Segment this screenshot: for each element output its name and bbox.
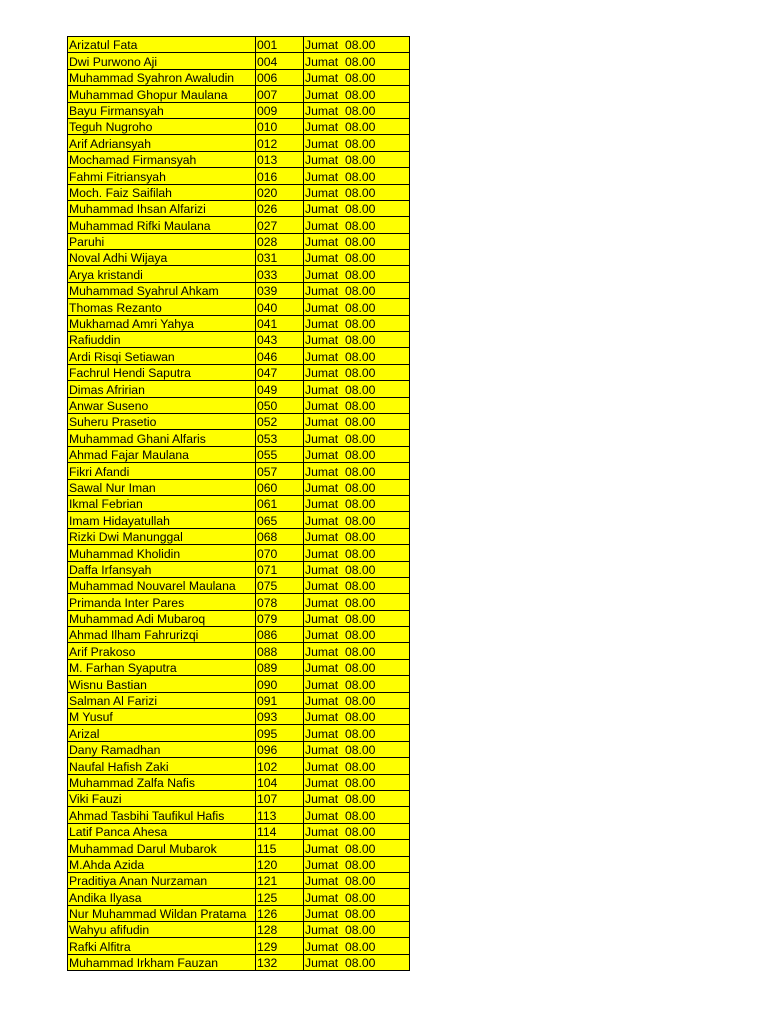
number-cell: 113 bbox=[256, 807, 304, 823]
number-cell: 104 bbox=[256, 774, 304, 790]
number-cell: 120 bbox=[256, 856, 304, 872]
number-cell: 125 bbox=[256, 889, 304, 905]
number-cell: 093 bbox=[256, 709, 304, 725]
name-cell: Praditiya Anan Nurzaman bbox=[68, 872, 256, 888]
schedule-cell: Jumat 08.00 bbox=[304, 413, 410, 429]
table-row bbox=[68, 184, 410, 200]
name-cell: Muhammad Ghani Alfaris bbox=[68, 430, 256, 446]
table-row bbox=[68, 545, 410, 561]
table-row bbox=[68, 413, 410, 429]
number-cell: 114 bbox=[256, 823, 304, 839]
name-cell: Ardi Risqi Setiawan bbox=[68, 348, 256, 364]
schedule-cell: Jumat 08.00 bbox=[304, 118, 410, 134]
name-cell: Dany Ramadhan bbox=[68, 741, 256, 757]
schedule-cell: Jumat 08.00 bbox=[304, 479, 410, 495]
name-cell: Mukhamad Amri Yahya bbox=[68, 315, 256, 331]
number-cell: 009 bbox=[256, 102, 304, 118]
number-cell: 129 bbox=[256, 938, 304, 954]
number-cell: 090 bbox=[256, 676, 304, 692]
table-row bbox=[68, 135, 410, 151]
table-row bbox=[68, 823, 410, 839]
schedule-cell: Jumat 08.00 bbox=[304, 135, 410, 151]
name-cell: Paruhi bbox=[68, 233, 256, 249]
name-cell: Muhammad Syahrul Ahkam bbox=[68, 282, 256, 298]
schedule-cell: Jumat 08.00 bbox=[304, 37, 410, 53]
number-cell: 010 bbox=[256, 118, 304, 134]
schedule-cell: Jumat 08.00 bbox=[304, 872, 410, 888]
table-row bbox=[68, 610, 410, 626]
schedule-cell: Jumat 08.00 bbox=[304, 741, 410, 757]
schedule-cell: Jumat 08.00 bbox=[304, 250, 410, 266]
schedule-cell: Jumat 08.00 bbox=[304, 348, 410, 364]
table-row bbox=[68, 315, 410, 331]
table-row bbox=[68, 643, 410, 659]
table-row bbox=[68, 577, 410, 593]
name-cell: Daffa Irfansyah bbox=[68, 561, 256, 577]
name-cell: Dwi Purwono Aji bbox=[68, 53, 256, 69]
schedule-cell: Jumat 08.00 bbox=[304, 856, 410, 872]
name-cell: Andika Ilyasa bbox=[68, 889, 256, 905]
number-cell: 016 bbox=[256, 168, 304, 184]
number-cell: 013 bbox=[256, 151, 304, 167]
table-row bbox=[68, 200, 410, 216]
table-row bbox=[68, 774, 410, 790]
number-cell: 071 bbox=[256, 561, 304, 577]
table-row bbox=[68, 250, 410, 266]
number-cell: 027 bbox=[256, 217, 304, 233]
name-cell: M.Ahda Azida bbox=[68, 856, 256, 872]
schedule-cell: Jumat 08.00 bbox=[304, 282, 410, 298]
schedule-cell: Jumat 08.00 bbox=[304, 709, 410, 725]
name-cell: Muhammad Adi Mubaroq bbox=[68, 610, 256, 626]
number-cell: 057 bbox=[256, 463, 304, 479]
schedule-cell: Jumat 08.00 bbox=[304, 905, 410, 921]
schedule-cell: Jumat 08.00 bbox=[304, 577, 410, 593]
name-cell: M. Farhan Syaputra bbox=[68, 659, 256, 675]
table-row bbox=[68, 594, 410, 610]
table-row bbox=[68, 168, 410, 184]
table-row bbox=[68, 709, 410, 725]
number-cell: 041 bbox=[256, 315, 304, 331]
name-cell: Rafiuddin bbox=[68, 332, 256, 348]
name-cell: Nur Muhammad Wildan Pratama bbox=[68, 905, 256, 921]
schedule-cell: Jumat 08.00 bbox=[304, 954, 410, 970]
number-cell: 033 bbox=[256, 266, 304, 282]
schedule-cell: Jumat 08.00 bbox=[304, 692, 410, 708]
table-row bbox=[68, 938, 410, 954]
schedule-cell: Jumat 08.00 bbox=[304, 594, 410, 610]
table-row bbox=[68, 741, 410, 757]
spreadsheet-page bbox=[67, 36, 410, 971]
schedule-cell: Jumat 08.00 bbox=[304, 397, 410, 413]
number-cell: 070 bbox=[256, 545, 304, 561]
schedule-cell: Jumat 08.00 bbox=[304, 840, 410, 856]
table-row bbox=[68, 299, 410, 315]
table-row bbox=[68, 86, 410, 102]
name-cell: Arizal bbox=[68, 725, 256, 741]
schedule-cell: Jumat 08.00 bbox=[304, 790, 410, 806]
number-cell: 078 bbox=[256, 594, 304, 610]
table-row bbox=[68, 627, 410, 643]
schedule-cell: Jumat 08.00 bbox=[304, 86, 410, 102]
name-cell: Fachrul Hendi Saputra bbox=[68, 364, 256, 380]
name-cell: Primanda Inter Pares bbox=[68, 594, 256, 610]
schedule-cell: Jumat 08.00 bbox=[304, 266, 410, 282]
name-cell: Bayu Firmansyah bbox=[68, 102, 256, 118]
schedule-cell: Jumat 08.00 bbox=[304, 53, 410, 69]
number-cell: 091 bbox=[256, 692, 304, 708]
number-cell: 028 bbox=[256, 233, 304, 249]
table-row bbox=[68, 807, 410, 823]
schedule-cell: Jumat 08.00 bbox=[304, 463, 410, 479]
table-row bbox=[68, 692, 410, 708]
name-cell: Muhammad Darul Mubarok bbox=[68, 840, 256, 856]
table-row bbox=[68, 266, 410, 282]
number-cell: 039 bbox=[256, 282, 304, 298]
name-cell: Ahmad Ilham Fahrurizqi bbox=[68, 627, 256, 643]
table-row bbox=[68, 37, 410, 53]
name-cell: M Yusuf bbox=[68, 709, 256, 725]
schedule-cell: Jumat 08.00 bbox=[304, 725, 410, 741]
number-cell: 046 bbox=[256, 348, 304, 364]
number-cell: 132 bbox=[256, 954, 304, 970]
schedule-cell: Jumat 08.00 bbox=[304, 512, 410, 528]
number-cell: 052 bbox=[256, 413, 304, 429]
table-row bbox=[68, 364, 410, 380]
number-cell: 049 bbox=[256, 381, 304, 397]
table-row bbox=[68, 889, 410, 905]
number-cell: 107 bbox=[256, 790, 304, 806]
number-cell: 001 bbox=[256, 37, 304, 53]
schedule-cell: Jumat 08.00 bbox=[304, 495, 410, 511]
schedule-cell: Jumat 08.00 bbox=[304, 364, 410, 380]
schedule-table bbox=[67, 36, 410, 971]
number-cell: 065 bbox=[256, 512, 304, 528]
number-cell: 121 bbox=[256, 872, 304, 888]
table-row bbox=[68, 381, 410, 397]
schedule-cell: Jumat 08.00 bbox=[304, 774, 410, 790]
name-cell: Muhammad Syahron Awaludin bbox=[68, 69, 256, 85]
schedule-cell: Jumat 08.00 bbox=[304, 217, 410, 233]
table-row bbox=[68, 151, 410, 167]
table-row bbox=[68, 53, 410, 69]
table-row bbox=[68, 118, 410, 134]
table-row bbox=[68, 69, 410, 85]
name-cell: Muhammad Rifki Maulana bbox=[68, 217, 256, 233]
number-cell: 004 bbox=[256, 53, 304, 69]
name-cell: Muhammad Ihsan Alfarizi bbox=[68, 200, 256, 216]
name-cell: Wahyu afifudin bbox=[68, 922, 256, 938]
name-cell: Wisnu Bastian bbox=[68, 676, 256, 692]
name-cell: Fikri Afandi bbox=[68, 463, 256, 479]
name-cell: Ahmad Tasbihi Taufikul Hafis bbox=[68, 807, 256, 823]
name-cell: Moch. Faiz Saifilah bbox=[68, 184, 256, 200]
number-cell: 047 bbox=[256, 364, 304, 380]
table-row bbox=[68, 954, 410, 970]
number-cell: 115 bbox=[256, 840, 304, 856]
schedule-cell: Jumat 08.00 bbox=[304, 889, 410, 905]
table-row bbox=[68, 430, 410, 446]
number-cell: 096 bbox=[256, 741, 304, 757]
name-cell: Latif Panca Ahesa bbox=[68, 823, 256, 839]
number-cell: 050 bbox=[256, 397, 304, 413]
table-row bbox=[68, 463, 410, 479]
name-cell: Sawal Nur Iman bbox=[68, 479, 256, 495]
table-row bbox=[68, 528, 410, 544]
name-cell: Rafki Alfitra bbox=[68, 938, 256, 954]
table-row bbox=[68, 758, 410, 774]
name-cell: Salman Al Farizi bbox=[68, 692, 256, 708]
number-cell: 040 bbox=[256, 299, 304, 315]
schedule-cell: Jumat 08.00 bbox=[304, 299, 410, 315]
schedule-cell: Jumat 08.00 bbox=[304, 332, 410, 348]
name-cell: Muhammad Zalfa Nafis bbox=[68, 774, 256, 790]
number-cell: 026 bbox=[256, 200, 304, 216]
schedule-cell: Jumat 08.00 bbox=[304, 69, 410, 85]
table-row bbox=[68, 233, 410, 249]
name-cell: Thomas Rezanto bbox=[68, 299, 256, 315]
name-cell: Arif Adriansyah bbox=[68, 135, 256, 151]
schedule-cell: Jumat 08.00 bbox=[304, 643, 410, 659]
schedule-cell: Jumat 08.00 bbox=[304, 233, 410, 249]
table-row bbox=[68, 282, 410, 298]
schedule-cell: Jumat 08.00 bbox=[304, 381, 410, 397]
number-cell: 079 bbox=[256, 610, 304, 626]
schedule-cell: Jumat 08.00 bbox=[304, 823, 410, 839]
schedule-cell: Jumat 08.00 bbox=[304, 610, 410, 626]
number-cell: 043 bbox=[256, 332, 304, 348]
number-cell: 060 bbox=[256, 479, 304, 495]
schedule-cell: Jumat 08.00 bbox=[304, 545, 410, 561]
name-cell: Fahmi Fitriansyah bbox=[68, 168, 256, 184]
number-cell: 086 bbox=[256, 627, 304, 643]
name-cell: Imam Hidayatullah bbox=[68, 512, 256, 528]
schedule-cell: Jumat 08.00 bbox=[304, 561, 410, 577]
number-cell: 007 bbox=[256, 86, 304, 102]
schedule-cell: Jumat 08.00 bbox=[304, 627, 410, 643]
table-row bbox=[68, 332, 410, 348]
table-row bbox=[68, 561, 410, 577]
name-cell: Ahmad Fajar Maulana bbox=[68, 446, 256, 462]
name-cell: Rizki Dwi Manunggal bbox=[68, 528, 256, 544]
schedule-cell: Jumat 08.00 bbox=[304, 446, 410, 462]
number-cell: 020 bbox=[256, 184, 304, 200]
table-row bbox=[68, 446, 410, 462]
table-row bbox=[68, 348, 410, 364]
name-cell: Muhammad Nouvarel Maulana bbox=[68, 577, 256, 593]
name-cell: Anwar Suseno bbox=[68, 397, 256, 413]
number-cell: 089 bbox=[256, 659, 304, 675]
number-cell: 088 bbox=[256, 643, 304, 659]
schedule-cell: Jumat 08.00 bbox=[304, 676, 410, 692]
schedule-cell: Jumat 08.00 bbox=[304, 151, 410, 167]
schedule-cell: Jumat 08.00 bbox=[304, 430, 410, 446]
table-row bbox=[68, 217, 410, 233]
name-cell: Arizatul Fata bbox=[68, 37, 256, 53]
number-cell: 061 bbox=[256, 495, 304, 511]
schedule-cell: Jumat 08.00 bbox=[304, 102, 410, 118]
number-cell: 053 bbox=[256, 430, 304, 446]
schedule-cell: Jumat 08.00 bbox=[304, 184, 410, 200]
table-row bbox=[68, 790, 410, 806]
schedule-cell: Jumat 08.00 bbox=[304, 807, 410, 823]
number-cell: 006 bbox=[256, 69, 304, 85]
number-cell: 128 bbox=[256, 922, 304, 938]
table-row bbox=[68, 725, 410, 741]
name-cell: Naufal Hafish Zaki bbox=[68, 758, 256, 774]
name-cell: Arya kristandi bbox=[68, 266, 256, 282]
schedule-cell: Jumat 08.00 bbox=[304, 200, 410, 216]
table-row bbox=[68, 905, 410, 921]
name-cell: Muhammad Ghopur Maulana bbox=[68, 86, 256, 102]
number-cell: 068 bbox=[256, 528, 304, 544]
number-cell: 055 bbox=[256, 446, 304, 462]
name-cell: Arif Prakoso bbox=[68, 643, 256, 659]
table-row bbox=[68, 397, 410, 413]
schedule-cell: Jumat 08.00 bbox=[304, 315, 410, 331]
table-row bbox=[68, 479, 410, 495]
name-cell: Muhammad Irkham Fauzan bbox=[68, 954, 256, 970]
number-cell: 102 bbox=[256, 758, 304, 774]
table-row bbox=[68, 659, 410, 675]
name-cell: Dimas Afririan bbox=[68, 381, 256, 397]
schedule-cell: Jumat 08.00 bbox=[304, 922, 410, 938]
name-cell: Viki Fauzi bbox=[68, 790, 256, 806]
schedule-cell: Jumat 08.00 bbox=[304, 168, 410, 184]
name-cell: Muhammad Kholidin bbox=[68, 545, 256, 561]
name-cell: Noval Adhi Wijaya bbox=[68, 250, 256, 266]
number-cell: 012 bbox=[256, 135, 304, 151]
name-cell: Ikmal Febrian bbox=[68, 495, 256, 511]
table-row bbox=[68, 676, 410, 692]
table-row bbox=[68, 872, 410, 888]
schedule-cell: Jumat 08.00 bbox=[304, 758, 410, 774]
table-row bbox=[68, 495, 410, 511]
number-cell: 095 bbox=[256, 725, 304, 741]
name-cell: Mochamad Firmansyah bbox=[68, 151, 256, 167]
table-row bbox=[68, 512, 410, 528]
number-cell: 126 bbox=[256, 905, 304, 921]
table-row bbox=[68, 922, 410, 938]
table-row bbox=[68, 840, 410, 856]
name-cell: Suheru Prasetio bbox=[68, 413, 256, 429]
schedule-cell: Jumat 08.00 bbox=[304, 528, 410, 544]
number-cell: 075 bbox=[256, 577, 304, 593]
table-row bbox=[68, 102, 410, 118]
schedule-cell: Jumat 08.00 bbox=[304, 659, 410, 675]
schedule-cell: Jumat 08.00 bbox=[304, 938, 410, 954]
schedule-table-body bbox=[68, 37, 410, 971]
number-cell: 031 bbox=[256, 250, 304, 266]
table-row bbox=[68, 856, 410, 872]
name-cell: Teguh Nugroho bbox=[68, 118, 256, 134]
